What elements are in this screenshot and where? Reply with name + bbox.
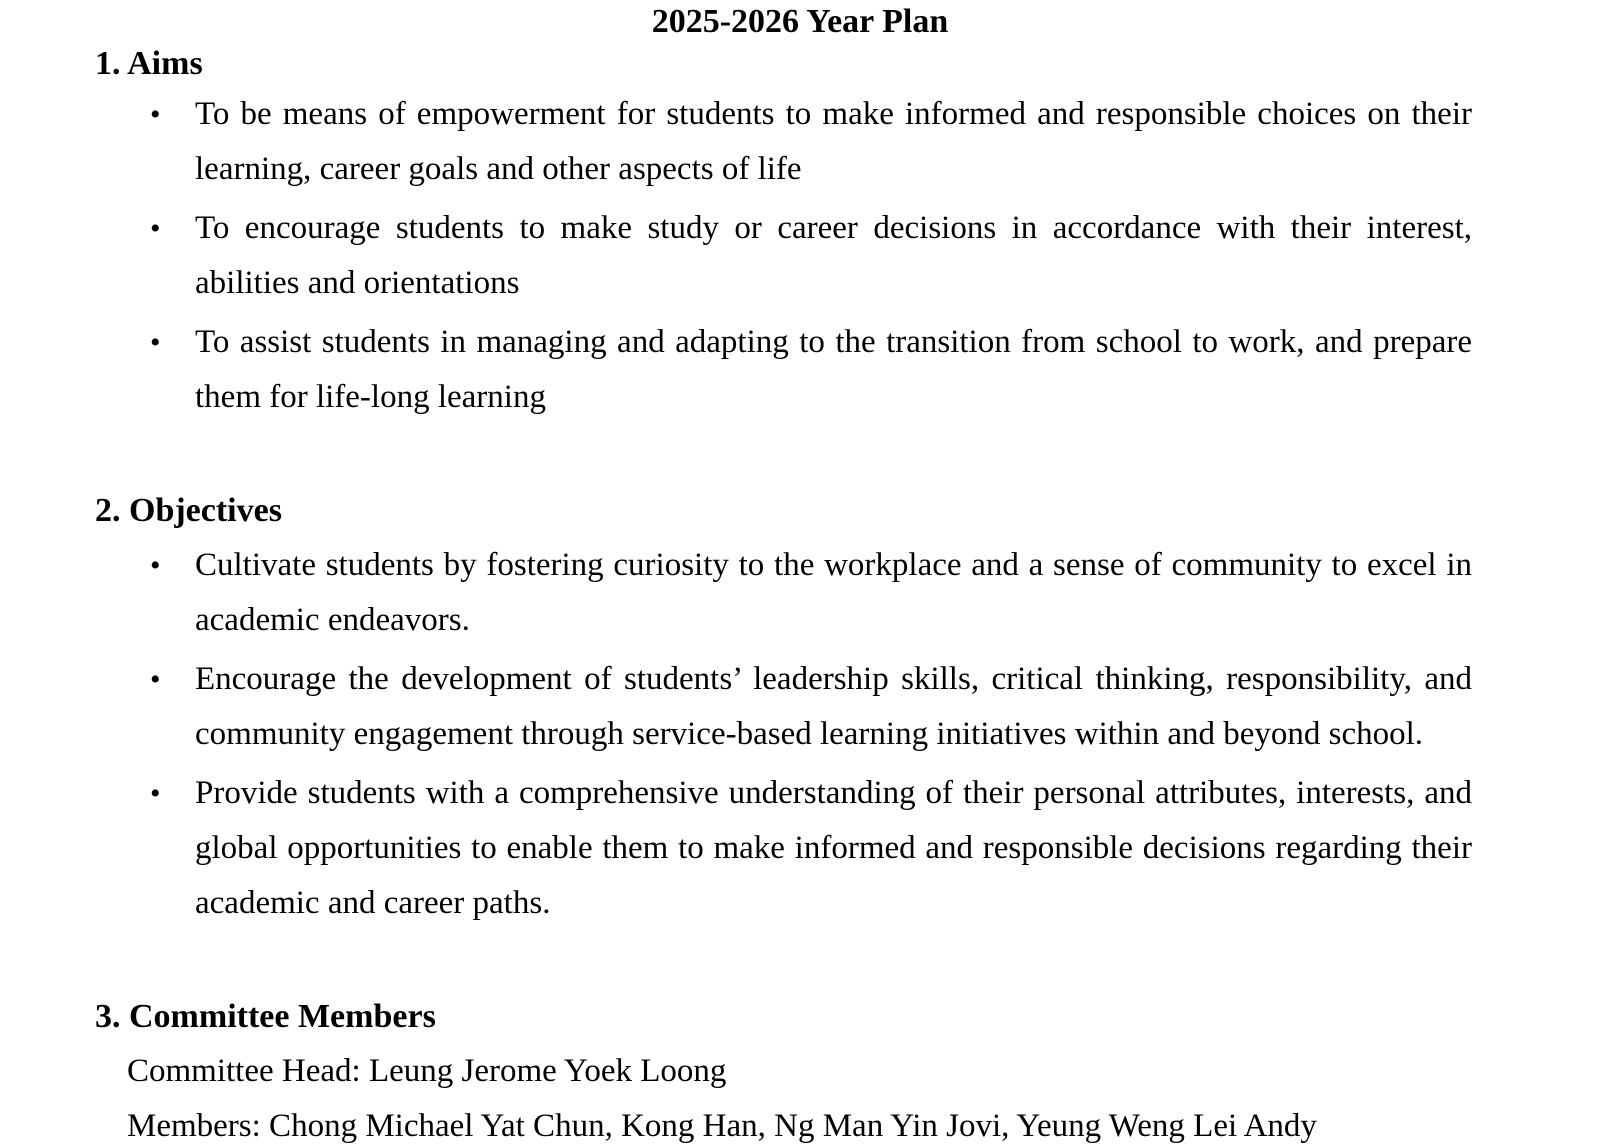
bullet-text: Provide students with a comprehensive understanding of their personal attributes, interests, and global opportunities to enable them to make informed and responsible decisions regarding their academic and career paths. xyxy=(195,775,1472,921)
bullet-text: To encourage students to make study or career decisions in accordance with their interest, abilities and orientations xyxy=(195,210,1472,301)
bullet-icon: • xyxy=(150,663,161,696)
bullet-item xyxy=(150,315,1472,425)
bullet-icon: • xyxy=(150,549,161,582)
bullet-item xyxy=(150,766,1472,931)
bullet-item xyxy=(150,87,1472,197)
bullet-text: To be means of empowerment for students to make informed and responsible choices on their learning, career goals and other aspects of life xyxy=(195,96,1472,187)
bullet-icon: • xyxy=(150,777,161,810)
page-title: 2025-2026 Year Plan xyxy=(651,3,949,40)
members-line: Members: Chong Michael Yat Chun, Kong Han, Ng Man Yin Jovi, Yeung Weng Lei Andy xyxy=(127,1108,1317,1144)
section-objectives xyxy=(0,483,1600,931)
bullet-text: Encourage the development of students’ leadership skills, critical thinking, responsibility, and community engagement through service-based learning initiatives within and beyond school. xyxy=(195,661,1472,752)
bullet-text: To assist students in managing and adapting to the transition from school to work, and prepare them for life-long learning xyxy=(195,324,1472,415)
bullet-icon: • xyxy=(150,326,161,359)
section-aims xyxy=(0,41,1600,425)
bullet-text: Cultivate students by fostering curiosity to the workplace and a sense of community to excel in academic endeavors. xyxy=(195,547,1472,638)
bullet-item xyxy=(150,538,1472,648)
bullet-item xyxy=(150,652,1472,762)
objectives-heading: 2. Objectives xyxy=(95,492,282,529)
section-committee xyxy=(0,989,1600,1148)
committee-heading: 3. Committee Members xyxy=(95,998,436,1035)
bullet-icon: • xyxy=(150,212,161,245)
bullet-icon: • xyxy=(150,98,161,131)
bullet-item xyxy=(150,201,1472,311)
committee-head-line: Committee Head: Leung Jerome Yoek Loong xyxy=(127,1053,727,1089)
aims-heading: 1. Aims xyxy=(95,45,203,82)
